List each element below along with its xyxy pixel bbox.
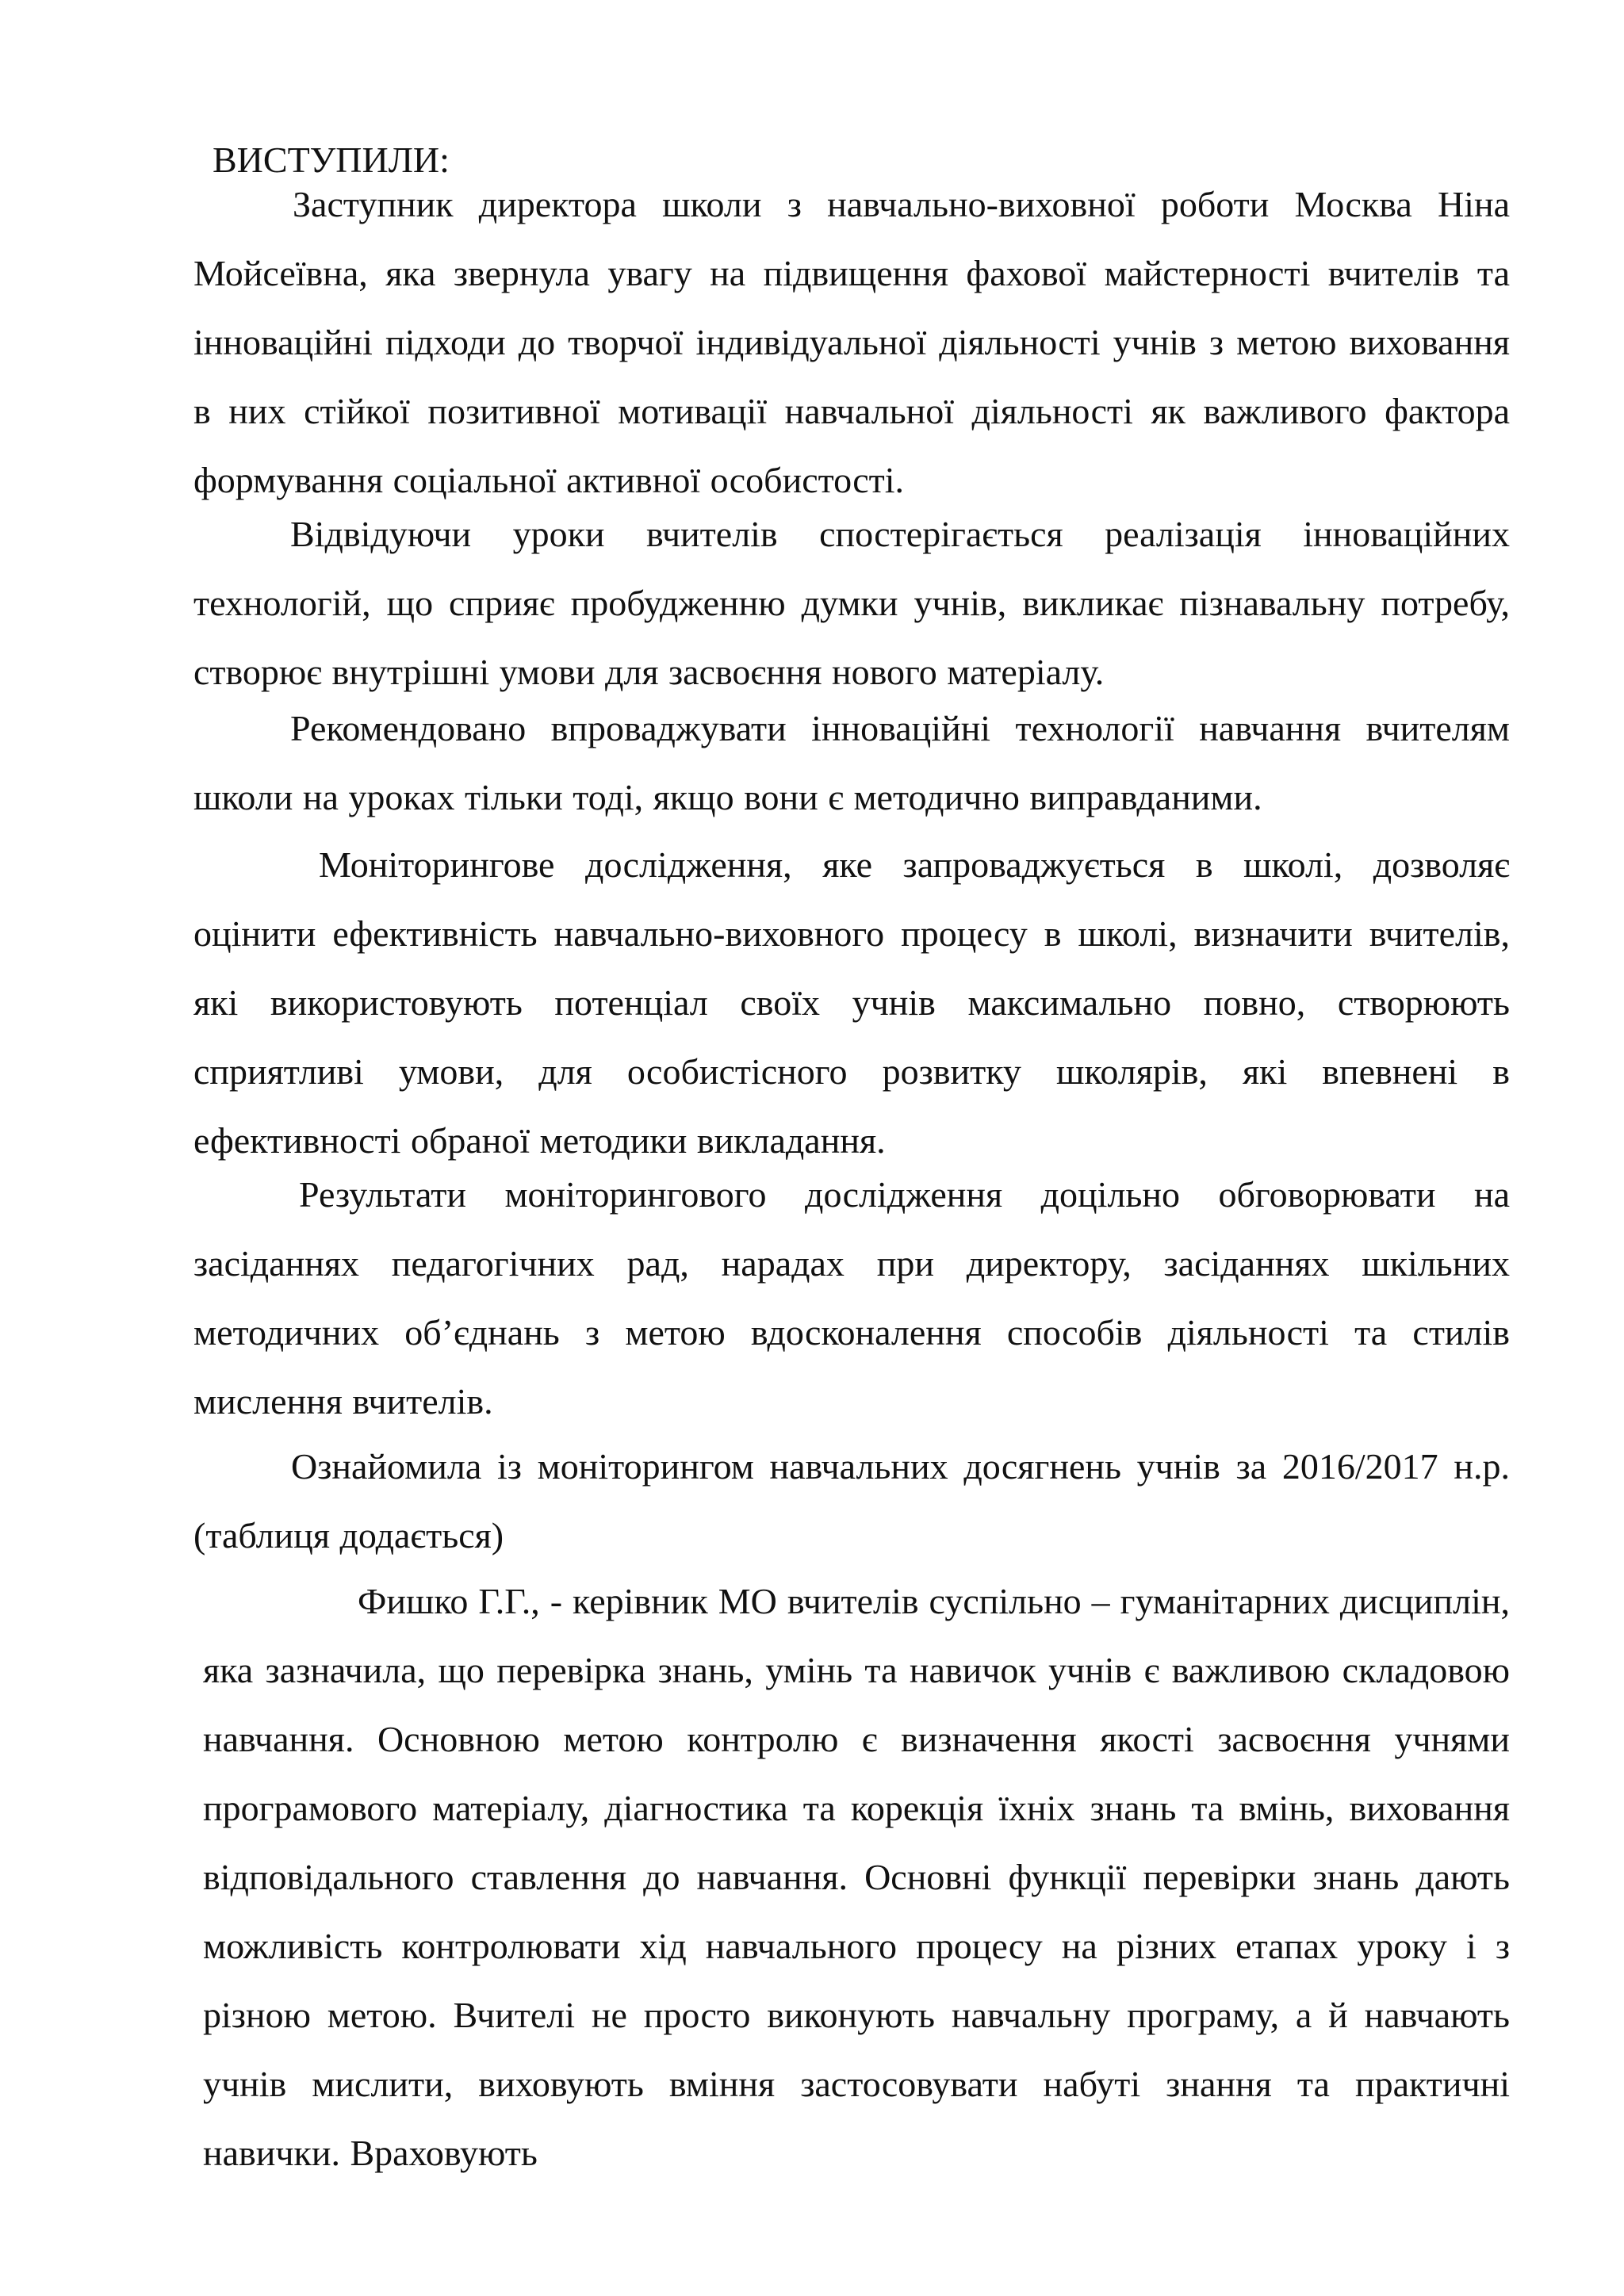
paragraph-deputy-director: Заступник директора школи з навчально-виховної роботи Москва Ніна Мойсеївна, яка звернула увагу на підвищення фахової майстерності вчителів та інноваційні підходи до творчої індивідуальної діяльності учнів з метою виховання в них стійкої позитивної мотивації навчальної діяльності як важливого фактора формування соціальної активної особистості. [193,184,1510,500]
paragraph-acquainted: Ознайомила із моніторингом навчальних досягнень учнів за 2016/2017 н.р. (таблиця додається) [193,1446,1510,1556]
paragraph-lesson-visits: Відвідуючи уроки вчителів спостерігається реалізація інноваційних технологій, що сприяє пробудженню думки учнів, викликає пізнавальну потребу, створює внутрішні умови для засвоєння нового матеріалу. [193,514,1510,692]
paragraph-monitoring-results: Результати моніторингового дослідження доцільно обговорювати на засіданнях педагогічних рад, нарадах при директору, засіданнях шкільних методичних об’єднань з метою вдосконалення способів діяльності та стилів мислення вчителів. [193,1174,1510,1422]
paragraph-fyshko: Фишко Г.Г., - керівник МО вчителів суспільно – гуманітарних дисциплін, яка зазначила, що перевірка знань, умінь та навичок учнів є важливою складовою навчання. Основною метою контролю є визначення якості засвоєння учнями програмового матеріалу, діагностика та корекція їхніх знань та вмінь, виховання відповідального ставлення до навчання. Основні функції перевірки знань дають можливість контролювати хід навчального процесу на різних етапах уроку і з різною метою. Вчителі не просто виконують навчальну програму, а й навчають учнів мислити, виховують вміння застосовувати набуті знання та практичні навички. Враховують [203,1581,1510,2173]
section-heading: ВИСТУПИЛИ: [213,140,450,180]
paragraph-monitoring-study: Моніторингове дослідження, яке запроваджується в школі, дозволяє оцінити ефективність навчально-виховного процесу в школі, визначити вчителів, які використовують потенціал своїх учнів максимально повно, створюють сприятливі умови, для особистісного розвитку школярів, які впевнені в ефективності обраної методики викладання. [193,844,1510,1161]
paragraph-recommendation: Рекомендовано впроваджувати інноваційні технології навчання вчителям школи на уроках тільки тоді, якщо вони є методично виправданими. [193,708,1510,817]
